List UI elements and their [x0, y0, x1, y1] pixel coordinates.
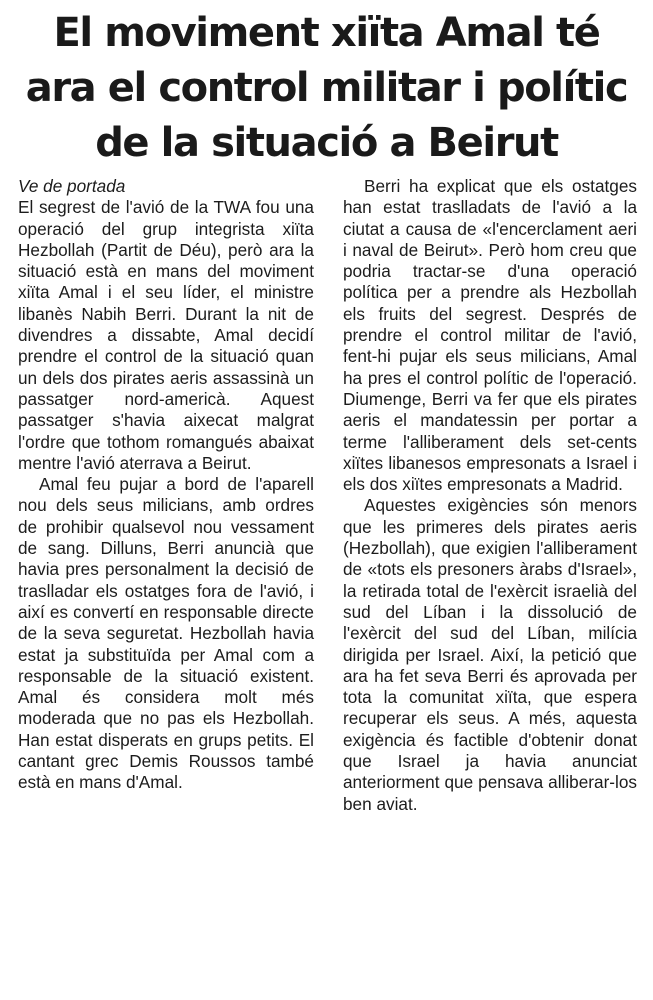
body-paragraph: Aquestes exigències són menors que les primeres dels pirates aeris (Hezbollah), que exigien l'alliberament de «tots els presoners àrabs d'Israel», la retirada total de l'exèrcit israelià del sud del Líban i la dissolució de l'exèrcit del sud del Líban, milícia dirigida per Israel. Així, la petició que ara ha fet seva Berri és aprovada per tota la comunitat xiïta, que espera recuperar els seus. A més, aquesta exigència és factible d'obtenir donat que Israel ja havia anunciat anteriorment que pensava alliberar-los ben aviat. — [343, 495, 637, 814]
body-paragraph: Amal feu pujar a bord de l'aparell nou dels seus milicians, amb ordres de prohibir qualsevol nou vessament de sang. Dilluns, Berri anuncià que havia pres personalment la decisió de traslladar els ostatges fora de l'avió, i així es convertí en responsable directe de la seva seguretat. Hezbollah havia estat ja substituïda per Amal com a responsable de la situació existent. Amal és considera molt més moderada que no pas els Hezbollah. Han estat disperats en grups petits. El cantant grec Demis Roussos també està en mans d'Amal. — [18, 474, 314, 793]
headline — [10, 6, 643, 171]
kicker: Ve de portada — [18, 176, 126, 196]
left-column — [18, 176, 314, 794]
headline-line: de la situació a Beirut — [95, 120, 558, 166]
headline-line: ara el control militar i polític — [25, 65, 628, 111]
body-paragraph: El segrest de l'avió de la TWA fou una operació del grup integrista xiïta Hezbollah (Partit de Déu), però ara la situació està en mans del moviment xiïta Amal i el seu líder, el ministre libanès Nabih Berri. Durant la nit de divendres a dissabte, Amal decidí prendre el control de la situació quan un dels dos pirates aeris assassinà un passatger nord-americà. Aquest passatger s'havia aixecat malgrat l'ordre que tothom romangués abaixat mentre l'avió aterrava a Beirut. — [18, 197, 314, 473]
body-paragraph: Berri ha explicat que els ostatges han estat traslladats de l'avió a la ciutat a causa de «l'encerclament aeri i naval de Beirut». Però hom creu que podria tractar-se d'una operació política per a prendre als Hezbollah els fruits del segrest. Després de prendre el control militar de l'avió, fent-hi pujar els seus milicians, Amal ha pres el control polític de l'operació. Diumenge, Berri va fer que els pirates aeris el mandatessin per portar a terme l'alliberament dels set-cents xiïtes libanesos empresonats a Israel i els dos xiïtes empresonats a Madrid. — [343, 176, 637, 495]
right-column — [343, 176, 637, 815]
headline-line: El moviment xiïta Amal té — [53, 10, 600, 56]
